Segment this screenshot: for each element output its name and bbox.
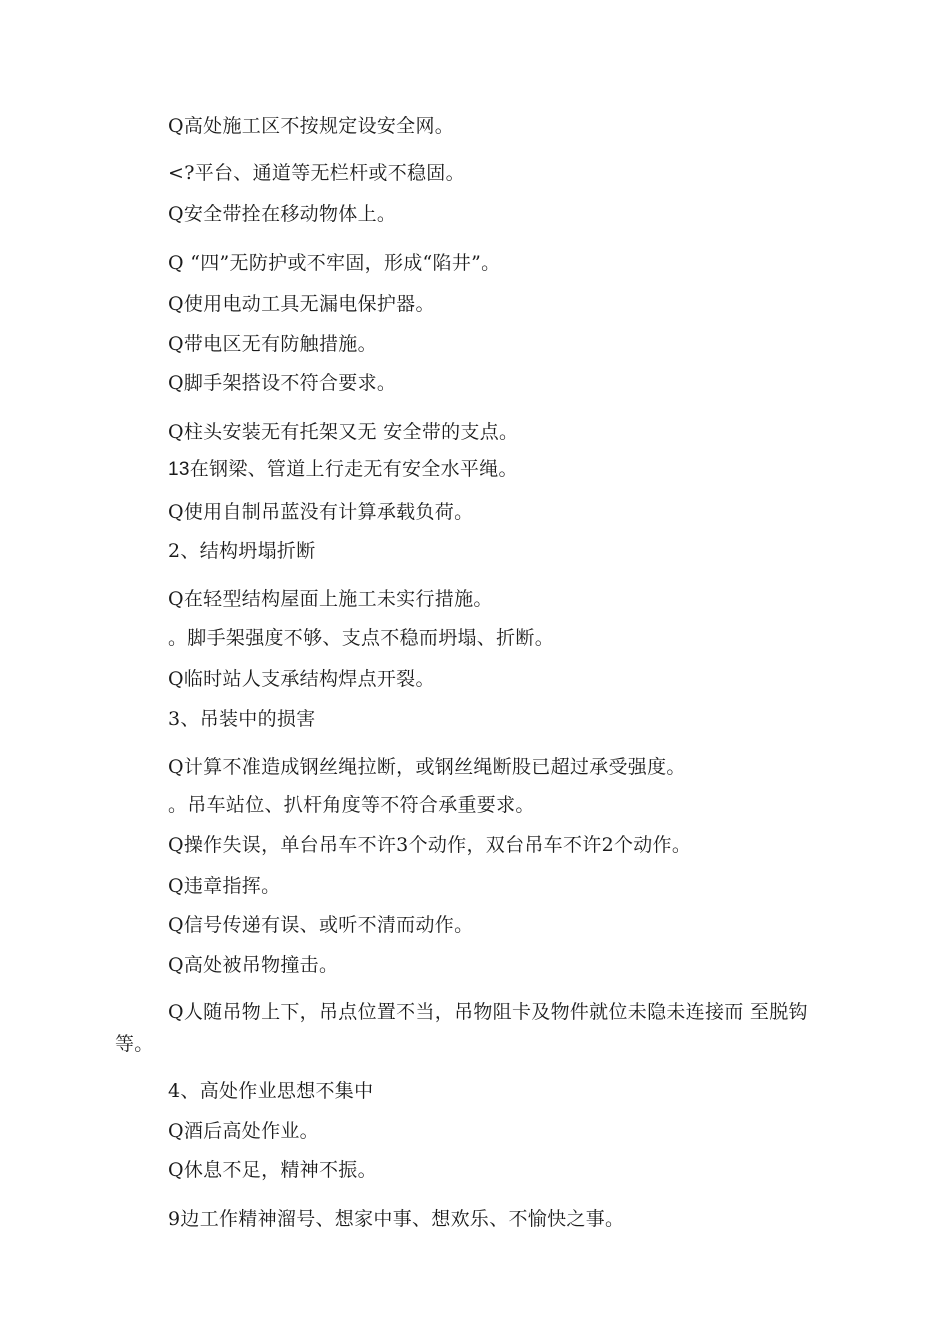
text-line: Q脚手架搭设不符合要求。	[168, 372, 397, 394]
text-line: Q操作失误，单台吊车不许3个动作，双台吊车不许2个动作。	[168, 834, 692, 856]
text-line: Q临时站人支承结构焊点开裂。	[168, 668, 435, 690]
section-heading: 2、结构坍塌折断	[168, 540, 316, 562]
text-line: Q使用自制吊蓝没有计算承载负荷。	[168, 501, 474, 523]
text-line: 。吊车站位、扒杆角度等不符合承重要求。	[168, 794, 535, 816]
text-line: Q在轻型结构屋面上施工未实行措施。	[168, 588, 493, 610]
text-line: Q “四”无防护或不牢固，形成“陷井”。	[168, 252, 501, 274]
text-line: Q休息不足，精神不振。	[168, 1159, 377, 1181]
section-heading: 3、吊装中的损害	[168, 708, 316, 730]
text-line: Q使用电动工具无漏电保护器。	[168, 293, 435, 315]
text-line: Q计算不准造成钢丝绳拉断，或钢丝绳断股已超过承受强度。	[168, 756, 686, 778]
text-line: Q带电区无有防触措施。	[168, 333, 377, 355]
text-paragraph: Q人随吊物上下，吊点位置不当，吊物阻卡及物件就位未隐未连接而 至脱钩等。	[115, 1001, 808, 1055]
text-line: 13在钢梁、管道上行走无有安全水平绳。	[168, 459, 518, 480]
text-line: <?平台、通道等无栏杆或不稳固。	[168, 162, 465, 184]
text-line: Q酒后高处作业。	[168, 1120, 319, 1142]
text-line: Q高处施工区不按规定设安全网。	[168, 115, 455, 137]
text-line: Q违章指挥。	[168, 875, 281, 897]
section-heading: 4、高处作业思想不集中	[168, 1080, 374, 1102]
text-line: Q高处被吊物撞击。	[168, 954, 339, 976]
text-line: Q柱头安装无有托架又无 安全带的支点。	[168, 421, 519, 443]
text-line: 9边工作精神溜号、想家中事、想欢乐、不愉快之事。	[168, 1208, 625, 1230]
text-line: 。脚手架强度不够、支点不稳而坍塌、折断。	[168, 627, 555, 649]
text-line: Q安全带拴在移动物体上。	[168, 203, 397, 225]
text-line: Q信号传递有误、或听不清而动作。	[168, 914, 474, 936]
